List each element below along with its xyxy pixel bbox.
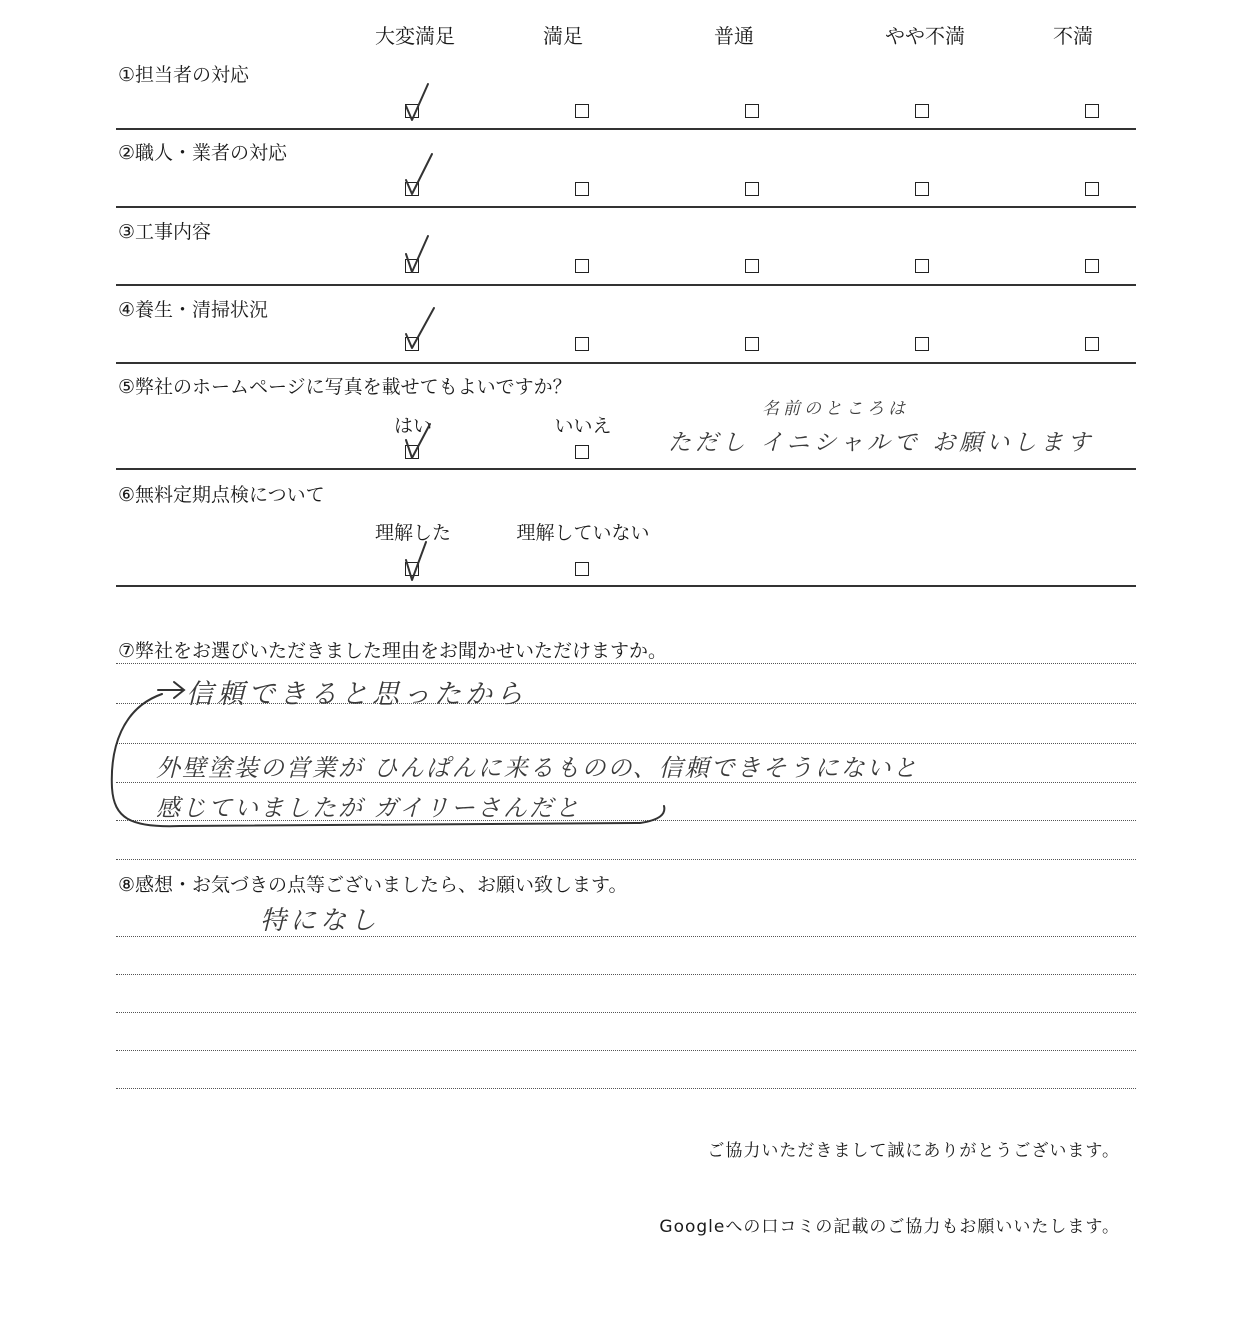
q3-neutral-checkbox[interactable] xyxy=(745,259,759,273)
q1-dissatisfied-checkbox[interactable] xyxy=(1085,104,1099,118)
divider xyxy=(116,468,1136,470)
q3-somewhat-dissatisfied-checkbox[interactable] xyxy=(915,259,929,273)
q7-answer-line2: 外壁塗装の営業が ひんぱんに来るものの、信頼できそうにないと xyxy=(156,754,919,782)
question-3-label: ③工事内容 xyxy=(118,221,212,243)
answer-line xyxy=(116,859,1136,860)
q1-somewhat-dissatisfied-checkbox[interactable] xyxy=(915,104,929,118)
question-2-label: ②職人・業者の対応 xyxy=(118,142,288,164)
q5-no-label: いいえ xyxy=(554,415,612,437)
q6-checkmark xyxy=(398,538,438,584)
question-1-label: ①担当者の対応 xyxy=(118,64,250,86)
q4-satisfied-checkbox[interactable] xyxy=(575,337,589,351)
q1-neutral-checkbox[interactable] xyxy=(745,104,759,118)
q5-checkmark xyxy=(398,418,438,464)
answer-line xyxy=(116,1088,1136,1089)
q2-dissatisfied-checkbox[interactable] xyxy=(1085,182,1099,196)
q3-dissatisfied-checkbox[interactable] xyxy=(1085,259,1099,273)
answer-line xyxy=(116,974,1136,975)
question-6-label: ⑥無料定期点検について xyxy=(118,484,325,506)
q5-no-checkbox[interactable] xyxy=(575,445,589,459)
question-7-label: ⑦弊社をお選びいただきました理由をお聞かせいただけますか。 xyxy=(118,640,668,662)
header-dissatisfied: 不満 xyxy=(1053,24,1093,48)
divider xyxy=(116,206,1136,208)
q5-handwritten-note-line1: 名前のところは xyxy=(762,399,909,419)
q5-yes-label: はい xyxy=(393,415,433,437)
header-satisfied: 満足 xyxy=(543,24,583,48)
divider xyxy=(116,128,1136,130)
q7-answer-line1: 信頼できると思ったから xyxy=(186,679,527,710)
header-very-satisfied: 大変満足 xyxy=(375,24,455,48)
header-neutral: 普通 xyxy=(714,24,754,48)
answer-line xyxy=(116,936,1136,937)
footer-thanks: ご協力いただきまして誠にありがとうございます。 xyxy=(707,1141,1120,1161)
q2-checkmark xyxy=(398,150,438,196)
divider xyxy=(116,585,1136,587)
q6-not-understood-label: 理解していない xyxy=(516,522,650,544)
q3-satisfied-checkbox[interactable] xyxy=(575,259,589,273)
q4-checkmark xyxy=(398,304,438,350)
q2-satisfied-checkbox[interactable] xyxy=(575,182,589,196)
divider xyxy=(116,284,1136,286)
header-somewhat-dissatisfied: やや不満 xyxy=(885,24,965,48)
answer-line xyxy=(116,1012,1136,1013)
q2-neutral-checkbox[interactable] xyxy=(745,182,759,196)
q5-handwritten-note-line2: ただし イニシャルで お願いします xyxy=(668,430,1095,456)
question-4-label: ④養生・清掃状況 xyxy=(118,299,269,321)
divider xyxy=(116,362,1136,364)
q1-satisfied-checkbox[interactable] xyxy=(575,104,589,118)
q7-answer-line3: 感じていましたが ガイリーさんだと xyxy=(156,794,581,822)
question-5-label: ⑤弊社のホームページに写真を載せてもよいですか？ xyxy=(118,376,572,398)
q4-somewhat-dissatisfied-checkbox[interactable] xyxy=(915,337,929,351)
q4-dissatisfied-checkbox[interactable] xyxy=(1085,337,1099,351)
q3-checkmark xyxy=(398,230,438,276)
q6-not-understood-checkbox[interactable] xyxy=(575,562,589,576)
q6-understood-label: 理解した xyxy=(374,522,452,544)
answer-line xyxy=(116,663,1136,664)
question-8-label: ⑧感想・お気づきの点等ございましたら、お願い致します。 xyxy=(118,874,628,896)
q8-answer: 特になし xyxy=(260,906,381,936)
q2-somewhat-dissatisfied-checkbox[interactable] xyxy=(915,182,929,196)
q1-checkmark xyxy=(398,78,438,124)
q4-neutral-checkbox[interactable] xyxy=(745,337,759,351)
footer-google-request: Googleへの口コミの記載のご協力もお願いいたします。 xyxy=(659,1217,1120,1237)
answer-line xyxy=(116,1050,1136,1051)
